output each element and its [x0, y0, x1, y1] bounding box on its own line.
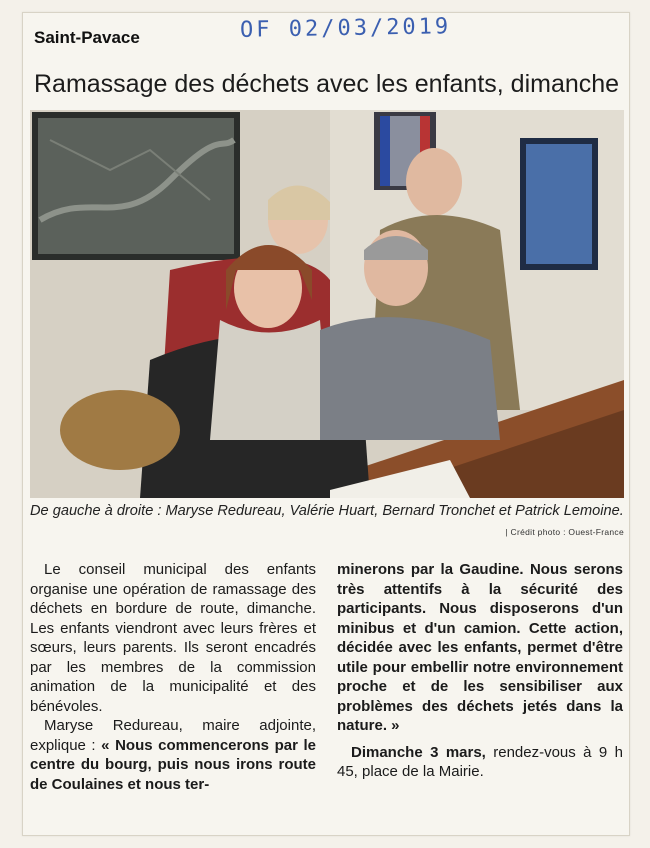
aerial-map: [38, 118, 234, 254]
article-paragraph-1: Le conseil municipal des enfants organise une opération de ramassage des déchets en bordure de route, dimanche. Les enfants viendront avec leurs frères et sœurs, leurs parents. Ils seront encadrés par les membres de la commission animation de la municipalité et des bénévoles.: [30, 561, 316, 715]
article-headline: Ramassage des déchets avec les enfants, dimanche: [34, 70, 620, 98]
flag-blue: [380, 116, 390, 186]
group-photo-illustration: [30, 110, 624, 498]
section-label: Saint-Pavace: [34, 28, 140, 47]
photo-credit: | Crédit photo : Ouest-France: [505, 527, 624, 537]
article-photo: [30, 110, 624, 498]
quote-part-2: minerons par la Gaudine. Nous serons très attentifs à la sécurité des participants. Nous disposerons d'un minibus et d'un camion. Cette action, décidée avec les enfants, permet d'être utile pour embellir notre environnement proche et de les sensibiliser aux problèmes des déchets jetés dans la nature. »: [337, 561, 623, 734]
event-date-paragraph: [337, 743, 623, 782]
event-location: rendez-vous à 9 h 45, place de la Mairie.: [337, 743, 623, 780]
person-3-sweater: [320, 317, 500, 440]
article-column-right: [337, 560, 623, 782]
handbag: [60, 390, 180, 470]
painting: [526, 144, 592, 264]
quote-part-1: « Nous commencerons par le centre du bourg, puis nous irons route de Coulaines et nous ter-: [30, 736, 316, 793]
article-column-left: [30, 560, 316, 794]
photo-caption: De gauche à droite : Maryse Redureau, Valérie Huart, Bernard Tronchet et Patrick Lemoine.: [30, 503, 624, 519]
person-1-scarf: [210, 320, 330, 440]
quote-intro: Maryse Redureau, maire adjointe, explique :: [30, 717, 316, 754]
person-4-head: [406, 148, 462, 216]
event-date: Dimanche 3 mars,: [351, 743, 486, 761]
article-paragraph-2: [30, 716, 316, 794]
handwritten-date-annotation: OF 02/03/2019: [239, 14, 452, 43]
